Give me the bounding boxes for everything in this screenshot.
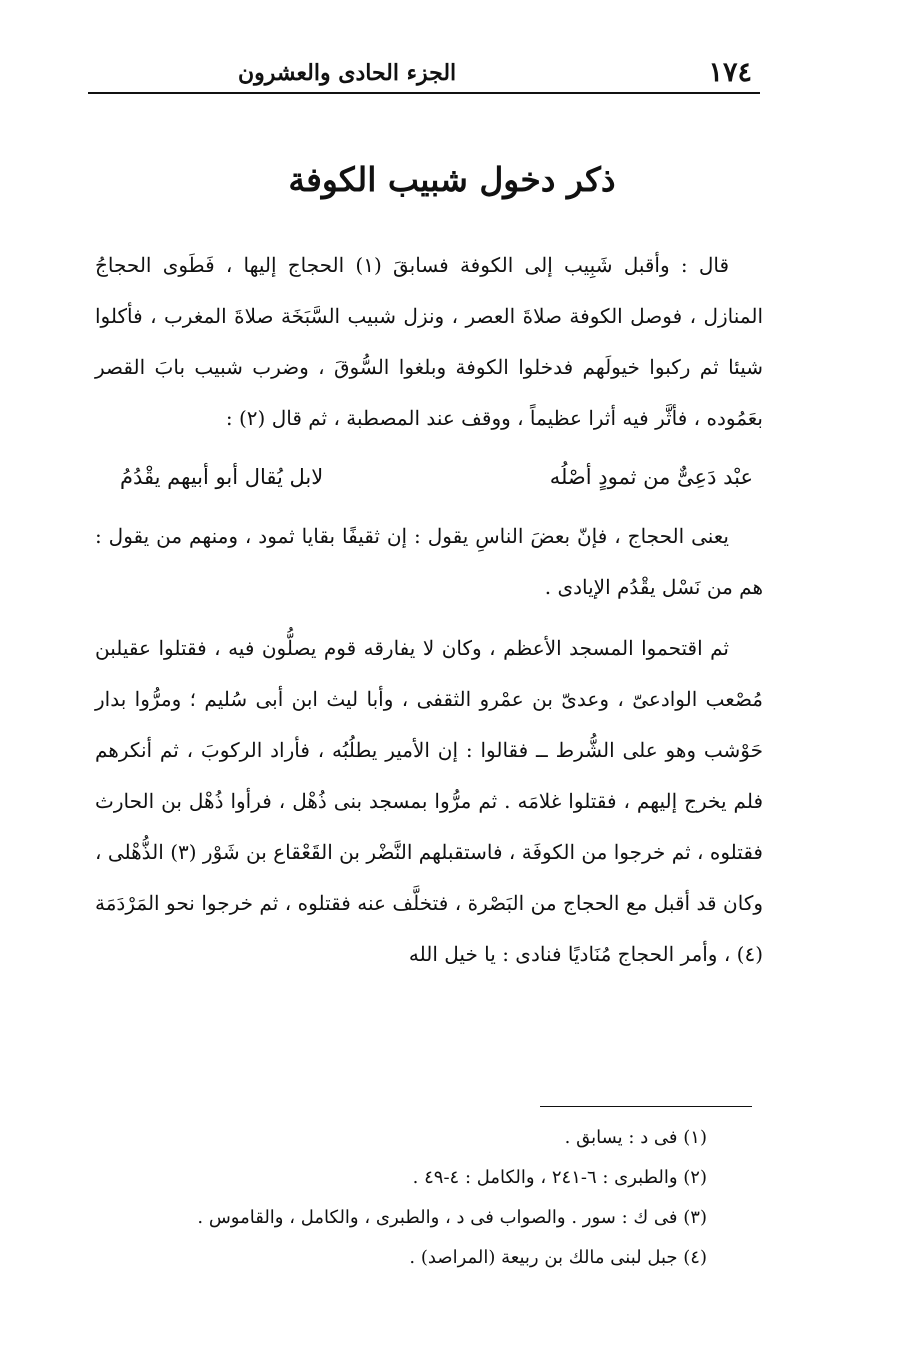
- paragraph: يعنى الحجاج ، فإنّ بعضَ الناسِ يقول : إن ثقيفًا بقايا ثمود ، ومنهم من يقول : هم من نَسْل يقْدُم الإيادى .: [95, 524, 763, 599]
- footnote: (٣) فى ك : سور . والصواب فى د ، والطبرى ، والكامل ، والقاموس .: [197, 1207, 707, 1228]
- footnote: (٤) جبل لبنى مالك بن ربيعة (المراصد) .: [409, 1247, 707, 1268]
- verse-line: [120, 452, 753, 503]
- footnote: (١) فى د : يسابق .: [564, 1127, 707, 1148]
- footnote: (٢) والطبرى : ٦-٢٤١ ، والكامل : ٤-٤٩ .: [412, 1167, 707, 1188]
- paragraph: ثم اقتحموا المسجد الأعظم ، وكان لا يفارقه قوم يصلُّون فيه ، فقتلوا عقيلبن مُصْعب الوادعىّ ، وعدىّ بن عمْرو الثقفى ، وأبا ليث ابن أبى سُليم ؛ ومرُّوا بدار حَوْشب وهو على الشُّرط ــ فقالوا : إن الأمير يطلُبُه ، فأراد الركوبَ ، ثم أنكرهم فلم يخرج إليهم ، فقتلوا غلامَه . ثم مرُّوا بمسجد بنى ذُهْل ، فرأوا ذُهْل بن الحارث فقتلوه ، ثم خرجوا من الكوفَة ، فاستقبلهم النَّضْر بن القَعْقاع بن شَوْر (٣) الذُّهْلى ، وكان قد أقبل مع الحجاج من البَصْرة ، فتخلَّف عنه فقتلوه ، ثم خرجوا نحو المَرْدَمَة (٤) ، وأمر الحجاج مُنَاديًا فنادى : يا خيل الله: [95, 636, 763, 966]
- main-text: [95, 240, 763, 980]
- page-number: ١٧٤: [708, 57, 752, 88]
- section-title: ذكر دخول شبيب الكوفة: [288, 160, 616, 199]
- footnotes: [95, 1118, 707, 1278]
- running-head: الجزء الحادى والعشرون: [238, 60, 457, 86]
- verse-hemistich-first: عبْد دَعِىٌّ من ثمودٍ أصْلُه: [549, 465, 753, 489]
- page-header: [88, 52, 760, 94]
- footnote-separator: [540, 1106, 752, 1107]
- paragraph: قال : وأقبل شَبِيب إلى الكوفة فسابقَ (١) الحجاج إليها ، فَطَوى الحجاجُ المنازل ، فوصل الكوفة صلاةَ العصر ، ونزل شبيب السَّبَخَة صلاةَ المغرب ، فأكلوا شيئا ثم ركبوا خيولَهم فدخلوا الكوفة وبلغوا السُّوقَ ، وضرب شبيب بابَ القصر بعَمُوده ، فأثَّر فيه أثرا عظيماً ، ووقف عند المصطبة ، ثم قال (٢) :: [95, 253, 763, 430]
- verse-hemistich-second: لابل يُقال أبو أبيهم يقْدُمُ: [120, 465, 324, 489]
